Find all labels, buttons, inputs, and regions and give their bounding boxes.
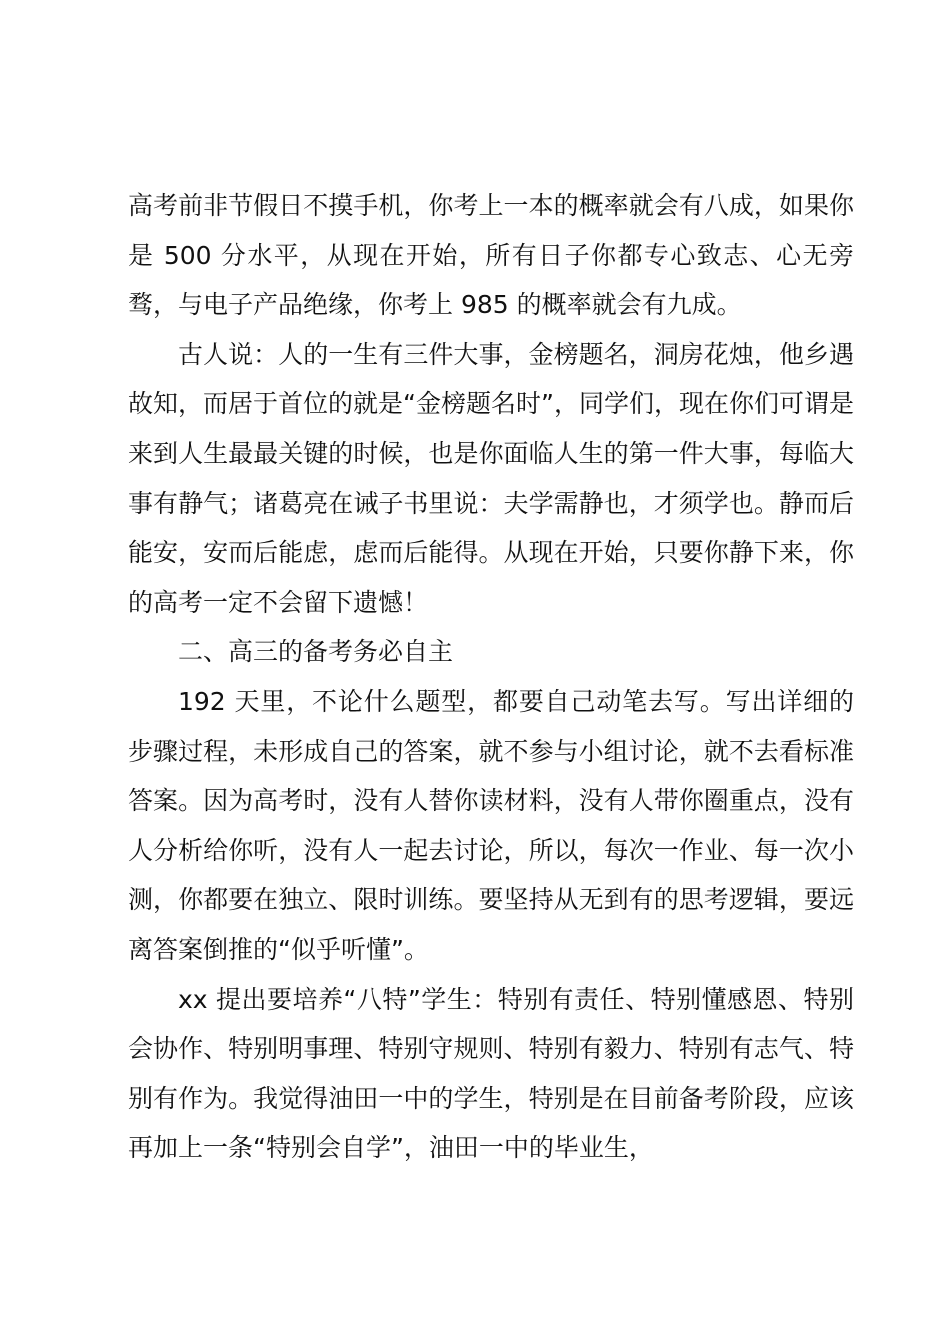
paragraph-eight-specials: xx 提出要培养“八特”学生：特别有责任、特别懂感恩、特别会协作、特别明事理、特别守规则、特别有毅力、特别有志气、特别有作为。我觉得油田一中的学生，特别是在目前备考阶段，应该再加上一条“特别会自学”，油田一中的毕业生， — [128, 984, 854, 1163]
section-heading-self-directed-prep: 二、高三的备考务必自主 — [178, 637, 454, 667]
paragraph-phone-discipline: 高考前非节假日不摸手机，你考上一本的概率就会有八成，如果你是 500 分水平，从现在开始，所有日子你都专心致志、心无旁骛，与电子产品绝缘，你考上 985 的概率就会有九成。 — [128, 191, 854, 320]
paragraph-independent-work: 192 天里，不论什么题型，都要自己动笔去写。写出详细的步骤过程，未形成自己的答案，就不参与小组讨论，就不去看标准答案。因为高考时，没有人替你读材料，没有人带你圈重点，没有人分析给你听，没有人一起去讨论，所以，每次一作业、每一次小测，你都要在独立、限时训练。要坚持从无到有的思考逻辑，要远离答案倒推的“似乎听懂”。 — [128, 686, 854, 964]
document-body — [128, 181, 854, 1173]
paragraph-ancient-saying: 古人说：人的一生有三件大事，金榜题名，洞房花烛，他乡遇故知，而居于首位的就是“金榜题名时”，同学们，现在你们可谓是来到人生最最关键的时候，也是你面临人生的第一件大事，每临大事有静气；诸葛亮在诫子书里说：夫学需静也，才须学也。静而后能安，安而后能虑，虑而后能得。从现在开始，只要你静下来，你的高考一定不会留下遗憾！ — [128, 339, 854, 617]
